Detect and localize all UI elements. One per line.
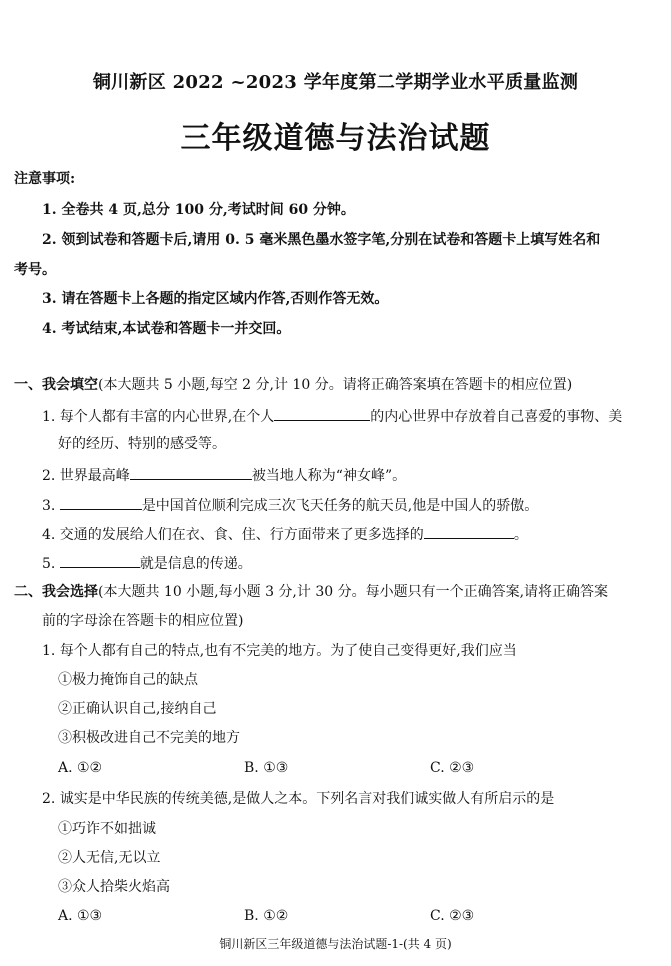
s2-q1-option-a[interactable]: A. ①② bbox=[58, 760, 103, 776]
s2-q2-option-a[interactable]: A. ①③ bbox=[58, 908, 103, 924]
section1-title bbox=[14, 378, 572, 392]
s1-q1-line1 bbox=[42, 408, 622, 424]
s1-q3 bbox=[42, 497, 538, 513]
s1-q5 bbox=[42, 555, 252, 571]
s1-q3-text-b: 是中国首位顺利完成三次飞天任务的航天员,他是中国人的骄傲。 bbox=[141, 498, 539, 514]
s2-q2-stem: 2. 诚实是中华民族的传统美德,是做人之本。下列名言对我们诚实做人有所启示的是 bbox=[42, 791, 555, 807]
section2-desc: (本大题共 10 小题,每小题 3 分,计 30 分。每小题只有一个正确答案,请将正确答案 bbox=[98, 584, 609, 600]
answer-blank-1 bbox=[274, 408, 370, 421]
exam-header: 铜川新区 2022 ~2023 学年度第二学期学业水平质量监测 bbox=[92, 72, 579, 93]
s2-q1-option-b[interactable]: B. ①③ bbox=[244, 760, 289, 776]
section2-desc-cont: 前的字母涂在答题卡的相应位置) bbox=[42, 613, 244, 629]
s2-q2-item-1: ①巧诈不如拙诚 bbox=[58, 821, 156, 837]
s1-q4-text-b: 。 bbox=[513, 527, 528, 543]
s2-q1-stem: 1. 每个人都有自己的特点,也有不完美的地方。为了使自己变得更好,我们应当 bbox=[42, 643, 517, 659]
answer-blank-3 bbox=[60, 497, 142, 510]
answer-blank-5 bbox=[60, 555, 140, 568]
s2-q2-item-3: ③众人拾柴火焰高 bbox=[58, 879, 170, 895]
s2-q2-item-2: ②人无信,无以立 bbox=[58, 850, 161, 866]
page-title: 三年级道德与法治试题 bbox=[180, 121, 491, 156]
s1-q1-text-b: 的内心世界中存放着自己喜爱的事物、美 bbox=[370, 409, 623, 425]
section1-heading: 一、我会填空 bbox=[14, 377, 98, 393]
s1-q5-text-b: 就是信息的传递。 bbox=[139, 556, 252, 572]
section2-title bbox=[14, 585, 608, 599]
notice-item-2: 2. 领到试卷和答题卡后,请用 0. 5 毫米黑色墨水签字笔,分别在试卷和答题卡上填写姓名和 bbox=[42, 232, 601, 248]
notice-heading: 注意事项: bbox=[14, 171, 76, 187]
s1-q4 bbox=[42, 526, 528, 542]
answer-blank-4 bbox=[424, 526, 514, 539]
s1-q3-text-a: 3. bbox=[42, 498, 60, 514]
section1-desc: (本大题共 5 小题,每空 2 分,计 10 分。请将正确答案填在答题卡的相应位置) bbox=[98, 377, 573, 393]
s2-q2-option-b[interactable]: B. ①② bbox=[244, 908, 289, 924]
notice-item-3: 3. 请在答题卡上各题的指定区域内作答,否则作答无效。 bbox=[42, 291, 389, 307]
s1-q4-text-a: 4. 交通的发展给人们在衣、食、住、行方面带来了更多选择的 bbox=[42, 527, 424, 543]
s1-q1-text-a: 1. 每个人都有丰富的内心世界,在个人 bbox=[42, 409, 275, 425]
notice-item-4: 4. 考试结束,本试卷和答题卡一并交回。 bbox=[42, 321, 291, 337]
section2-heading: 二、我会选择 bbox=[14, 584, 98, 600]
s1-q2-text-a: 2. 世界最高峰 bbox=[42, 468, 130, 484]
s1-q2 bbox=[42, 467, 406, 483]
s2-q1-item-1: ①极力掩饰自己的缺点 bbox=[58, 672, 198, 688]
s2-q1-item-2: ②正确认识自己,接纳自己 bbox=[58, 701, 217, 717]
s1-q1-line2: 好的经历、特别的感受等。 bbox=[58, 436, 226, 452]
s2-q2-option-c[interactable]: C. ②③ bbox=[430, 908, 475, 924]
notice-item-1: 1. 全卷共 4 页,总分 100 分,考试时间 60 分钟。 bbox=[42, 202, 355, 218]
s2-q1-item-3: ③积极改进自己不完美的地方 bbox=[58, 730, 240, 746]
answer-blank-2 bbox=[130, 467, 252, 480]
s2-q1-option-c[interactable]: C. ②③ bbox=[430, 760, 475, 776]
notice-item-2-cont: 考号。 bbox=[14, 262, 56, 278]
page-footer: 铜川新区三年级道德与法治试题-1-(共 4 页) bbox=[219, 937, 452, 951]
s1-q5-text-a: 5. bbox=[42, 556, 60, 572]
s1-q2-text-b: 被当地人称为“神女峰”。 bbox=[251, 468, 407, 484]
